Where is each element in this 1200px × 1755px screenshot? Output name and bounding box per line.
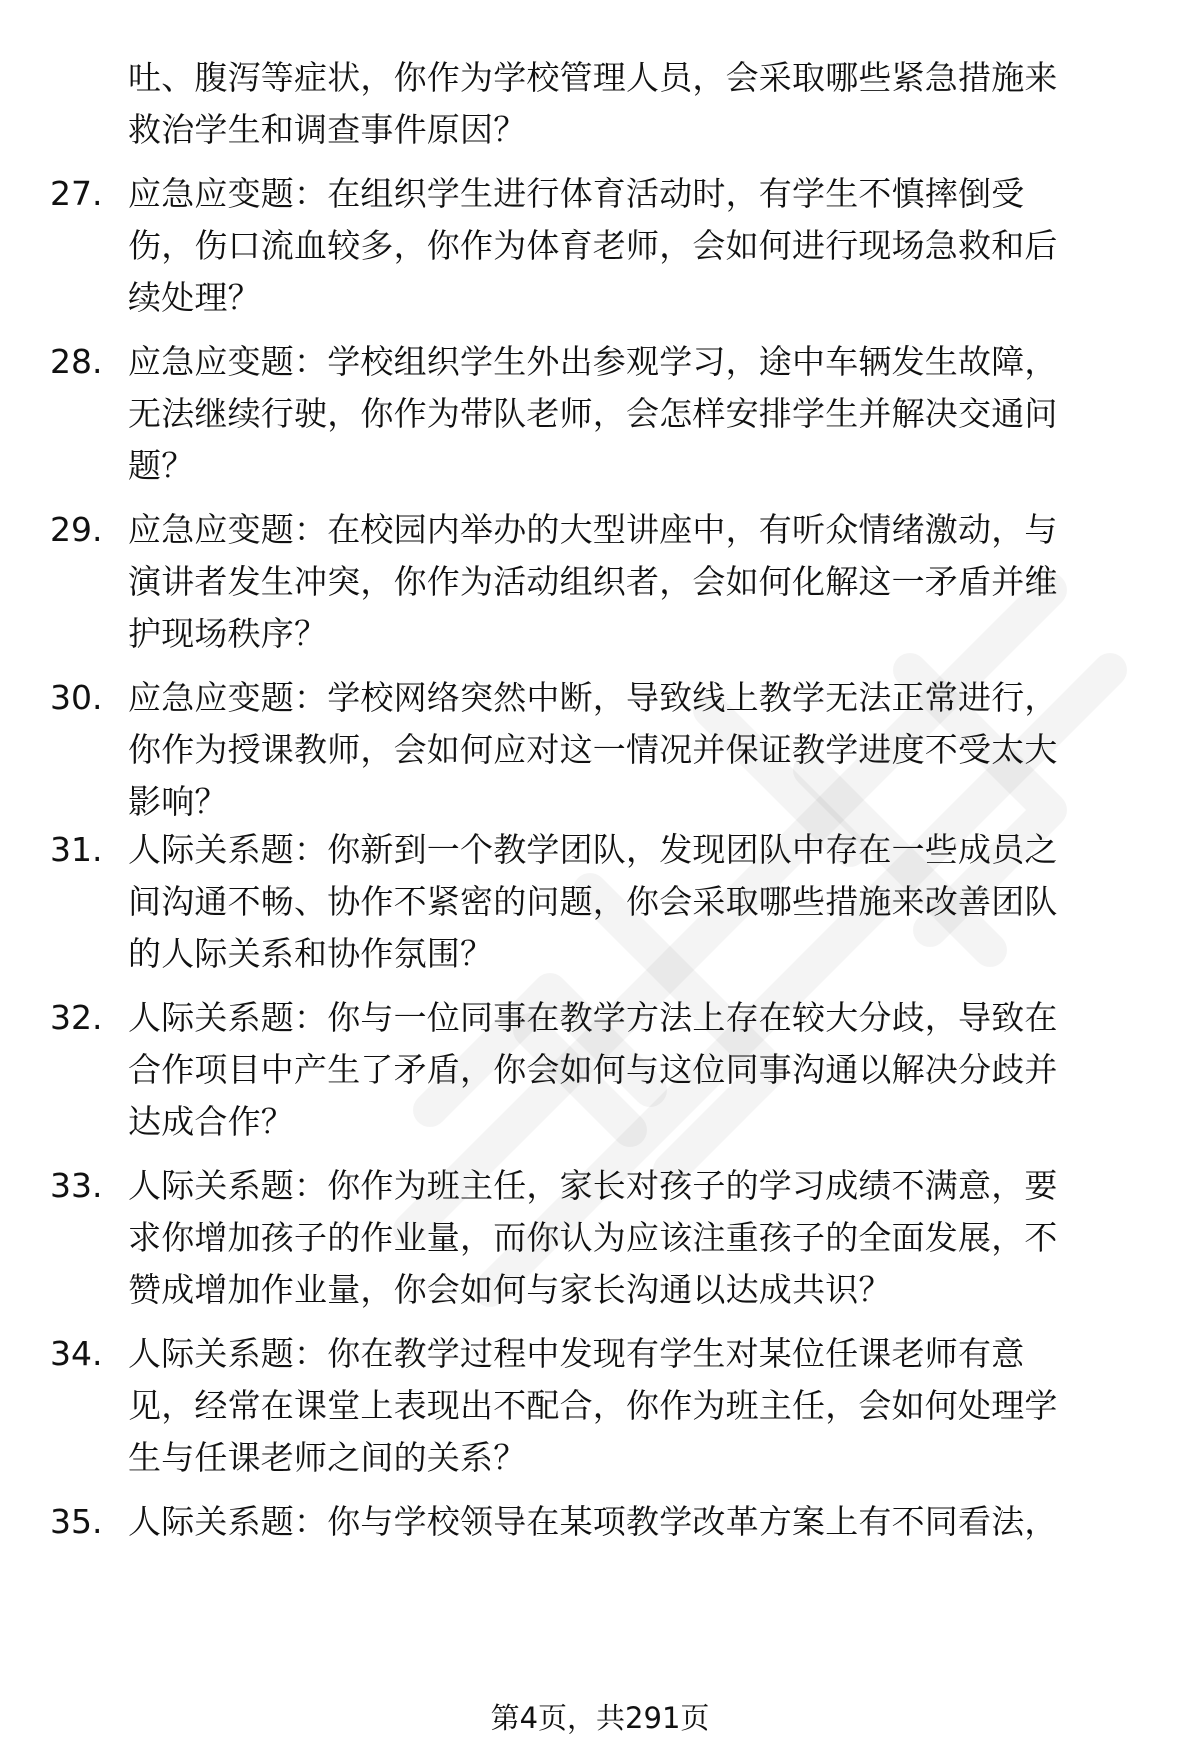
question-text xyxy=(128,1496,1148,1548)
question-number: 27. xyxy=(50,174,103,213)
question-text-line: 人际关系题：你与学校领导在某项教学改革方案上有不同看法， xyxy=(128,1502,1058,1541)
question-number: 30. xyxy=(50,678,103,717)
question-text-line: 应急应变题：学校组织学生外出参观学习，途中车辆发生故障， xyxy=(128,342,1058,381)
question-text-line: 人际关系题：你与一位同事在教学方法上存在较大分歧，导致在 xyxy=(128,998,1058,1037)
question-text-line: 伤，伤口流血较多，你作为体育老师，会如何进行现场急救和后 xyxy=(128,226,1058,265)
question-text-line: 求你增加孩子的作业量，而你认为应该注重孩子的全面发展，不 xyxy=(128,1218,1058,1257)
question-number: 28. xyxy=(50,342,103,381)
question-text-line: 应急应变题：在校园内举办的大型讲座中，有听众情绪激动，与 xyxy=(128,510,1058,549)
question-text-line: 演讲者发生冲突，你作为活动组织者，会如何化解这一矛盾并维 xyxy=(128,562,1058,601)
question-number: 35. xyxy=(50,1502,103,1541)
question-text-line: 见，经常在课堂上表现出不配合，你作为班主任，会如何处理学 xyxy=(128,1386,1058,1425)
question-text-line: 影响？ xyxy=(128,782,228,821)
page-footer: 第4页，共291页 xyxy=(490,1701,710,1735)
question-text-line: 人际关系题：你在教学过程中发现有学生对某位任课老师有意 xyxy=(128,1334,1025,1373)
question-number: 34. xyxy=(50,1334,103,1373)
question-text-line: 人际关系题：你作为班主任，家长对孩子的学习成绩不满意，要 xyxy=(128,1166,1058,1205)
question-text-line: 应急应变题：在组织学生进行体育活动时，有学生不慎摔倒受 xyxy=(128,174,1025,213)
question-text-line: 生与任课老师之间的关系？ xyxy=(128,1438,527,1477)
question-text-line: 达成合作？ xyxy=(128,1102,294,1141)
question-text-line: 应急应变题：学校网络突然中断，导致线上教学无法正常进行， xyxy=(128,678,1058,717)
question-text-line: 无法继续行驶，你作为带队老师，会怎样安排学生并解决交通问 xyxy=(128,394,1058,433)
question-text-line: 救治学生和调查事件原因？ xyxy=(128,110,527,149)
question-text xyxy=(128,504,1148,660)
question-number: 32. xyxy=(50,998,103,1037)
question-text-line: 续处理？ xyxy=(128,278,261,317)
question-text-line: 间沟通不畅、协作不紧密的问题，你会采取哪些措施来改善团队 xyxy=(128,882,1058,921)
question-number: 33. xyxy=(50,1166,103,1205)
question-text-line: 合作项目中产生了矛盾，你会如何与这位同事沟通以解决分歧并 xyxy=(128,1050,1058,1089)
question-number: 31. xyxy=(50,830,103,869)
question-text-line: 的人际关系和协作氛围？ xyxy=(128,934,494,973)
question-text xyxy=(128,168,1148,324)
question-text-line: 护现场秩序？ xyxy=(128,614,328,653)
question-text xyxy=(128,992,1148,1148)
question-text xyxy=(128,672,1148,828)
question-text-line: 题？ xyxy=(128,446,195,485)
question-text xyxy=(128,336,1148,492)
question-text-line: 赞成增加作业量，你会如何与家长沟通以达成共识？ xyxy=(128,1270,892,1309)
question-text xyxy=(128,1160,1148,1316)
question-text-line: 人际关系题：你新到一个教学团队，发现团队中存在一些成员之 xyxy=(128,830,1058,869)
question-text xyxy=(128,824,1148,980)
question-text xyxy=(128,52,1148,156)
question-text xyxy=(128,1328,1148,1484)
question-number: 29. xyxy=(50,510,103,549)
question-text-line: 你作为授课教师，会如何应对这一情况并保证教学进度不受太大 xyxy=(128,730,1058,769)
question-text-line: 吐、腹泻等症状，你作为学校管理人员，会采取哪些紧急措施来 xyxy=(128,58,1058,97)
